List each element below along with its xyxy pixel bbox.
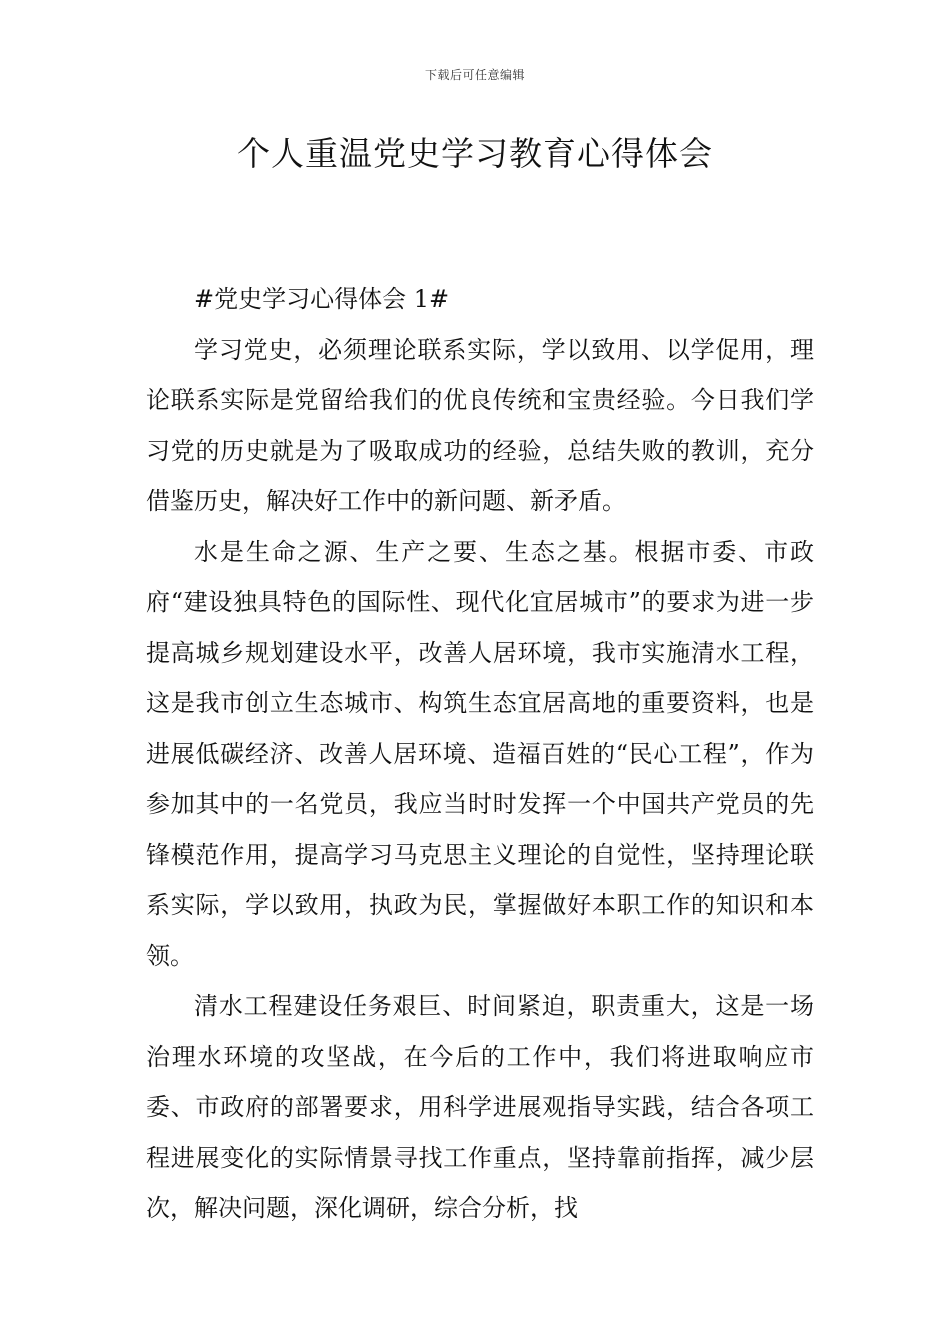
- paragraph-3: 清水工程建设任务艰巨、时间紧迫，职责重大，这是一场治理水环境的攻坚战，在今后的工作中，我们将进取响应市委、市政府的部署要求，用科学进展观指导实践，结合各项工程进展变化的实际情景寻找工作重点，坚持靠前指挥，减少层次，解决问题，深化调研，综合分析，找: [146, 992, 814, 1222]
- header-note: 下载后可任意编辑: [424, 68, 525, 82]
- paragraph-2: 水是生命之源、生产之要、生态之基。根据市委、市政府“建设独具特色的国际性、现代化宜居城市”的要求为进一步提高城乡规划建设水平，改善人居环境，我市实施清水工程，这是我市创立生态城市、构筑生态宜居高地的重要资料，也是进展低碳经济、改善人居环境、造福百姓的“民心工程”，作为参加其中的一名党员，我应当时时发挥一个中国共产党员的先锋模范作用，提高学习马克思主义理论的自觉性，坚持理论联系实际，学以致用，执政为民，掌握做好本职工作的知识和本领。: [146, 537, 814, 970]
- document-body: [146, 274, 814, 1234]
- document-title: 个人重温党史学习教育心得体会: [237, 134, 713, 173]
- section-heading: #党史学习心得体会 1#: [194, 285, 450, 313]
- paragraph-1: 学习党史，必须理论联系实际，学以致用、以学促用，理论联系实际是党留给我们的优良传统和宝贵经验。今日我们学习党的历史就是为了吸取成功的经验，总结失败的教训，充分借鉴历史，解决好工作中的新问题、新矛盾。: [146, 335, 814, 515]
